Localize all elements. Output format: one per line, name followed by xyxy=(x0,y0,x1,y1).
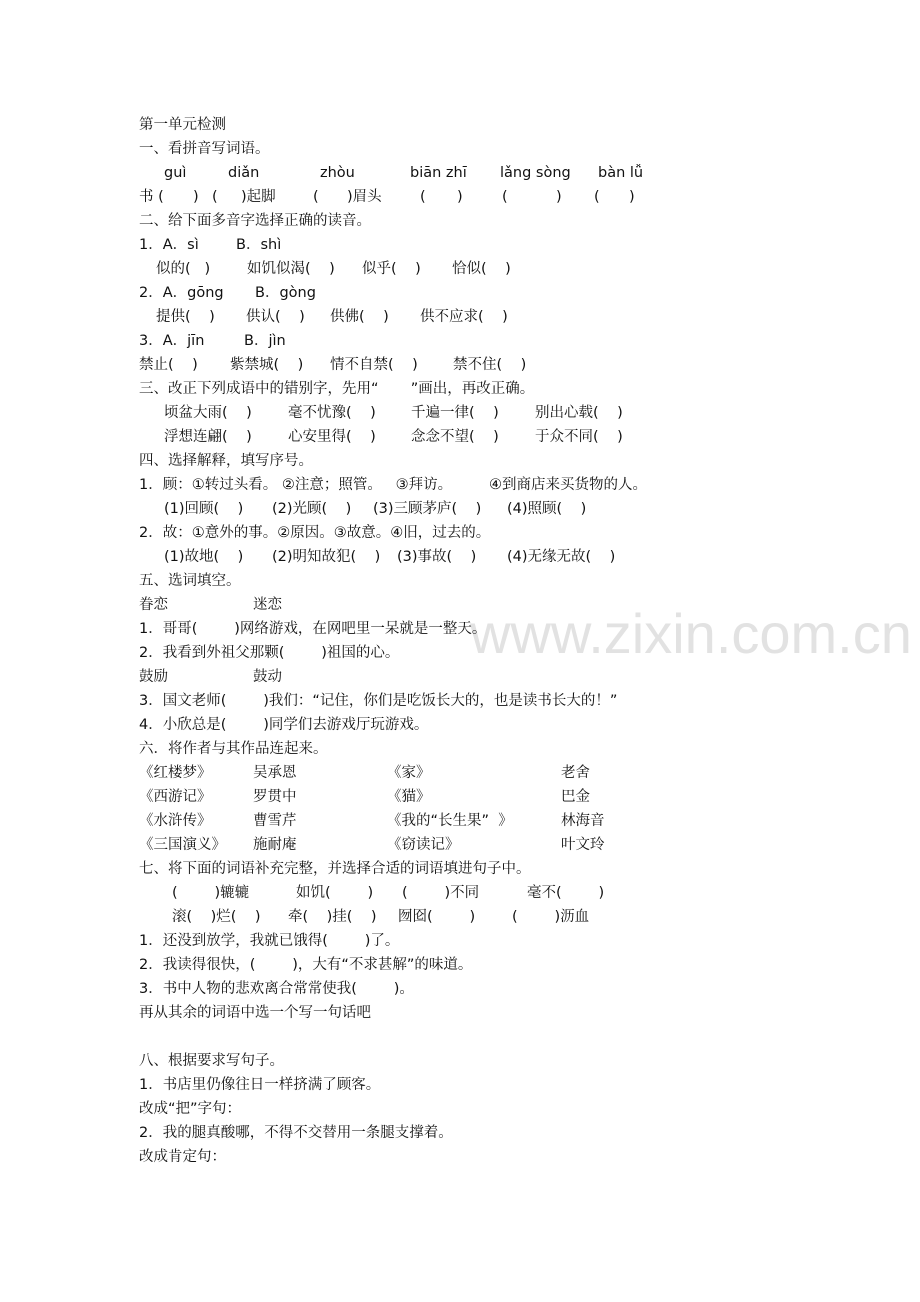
work-title: 《西游记》 xyxy=(139,789,212,805)
q2-3-item: 情不自禁( ) xyxy=(330,357,418,373)
idiom-item: 千遍一律( ) xyxy=(411,405,499,421)
author-name: 罗贯中 xyxy=(253,789,297,805)
q2-1-option-a: 1．A．sì xyxy=(139,237,199,253)
rewrite-instruction: 改成肯定句： xyxy=(139,1149,226,1165)
pinyin-4: biān zhī xyxy=(410,165,467,181)
idiom-item: 别出心载( ) xyxy=(535,405,623,421)
work-title: 《家》 xyxy=(387,765,431,781)
q2-1-item: 如饥似渴( ) xyxy=(247,261,335,277)
q2-2-item: 提供( ) xyxy=(156,309,215,325)
word-choice: 鼓励 xyxy=(139,669,168,685)
fill-sentence: 2．我读得很快，( )，大有“不求甚解”的味道。 xyxy=(139,957,473,973)
section-4-heading: 四、选择解释，填写序号。 xyxy=(139,453,313,469)
blank-row-part: ) xyxy=(193,189,199,205)
work-title: 《我的“长生果” 》 xyxy=(387,813,513,829)
q2-1-option-b: B．shì xyxy=(236,237,282,253)
q4-1-text: 1．顾：①转过头看。 ②注意；照管。 ③拜访。 ④到商店来买货物的人。 xyxy=(139,477,648,493)
author-name: 曹雪芹 xyxy=(253,813,297,829)
q2-2-item: 供认( ) xyxy=(246,309,305,325)
word-choice: 迷恋 xyxy=(253,597,282,613)
author-name: 叶文玲 xyxy=(561,837,605,853)
section-8-heading: 八、根据要求写句子。 xyxy=(139,1053,284,1069)
q2-2-item: 供不应求( ) xyxy=(420,309,508,325)
word-choice: 眷恋 xyxy=(139,597,168,613)
work-title: 《水浒传》 xyxy=(139,813,212,829)
blank-row-part: )眉头 xyxy=(347,189,382,205)
section-2-heading: 二、给下面多音字选择正确的读音。 xyxy=(139,213,371,229)
work-title: 《猫》 xyxy=(387,789,431,805)
q4-2-item: (1)故地( ) xyxy=(164,549,244,565)
sentence-item: 1．书店里仍像往日一样挤满了顾客。 xyxy=(139,1077,381,1093)
work-title: 《窃读记》 xyxy=(387,837,460,853)
pinyin-3: zhòu xyxy=(320,165,355,181)
q4-1-item: (3)三顾茅庐( ) xyxy=(373,501,482,517)
q4-1-item: (2)光顾( ) xyxy=(272,501,352,517)
idiom-item: 毫不忧豫( ) xyxy=(288,405,376,421)
section-7-heading: 七、将下面的词语补充完整，并选择合适的词语填进句子中。 xyxy=(139,861,531,877)
instruction-text: 再从其余的词语中选一个写一句话吧 xyxy=(139,1005,371,1021)
q4-1-item: (4)照顾( ) xyxy=(507,501,587,517)
blank-row-part: ( xyxy=(594,189,600,205)
idiom-item: 浮想连翩( ) xyxy=(164,429,252,445)
q2-3-item: 禁不住( ) xyxy=(453,357,527,373)
fill-sentence: 1．哥哥( )网络游戏，在网吧里一呆就是一整天。 xyxy=(139,621,487,637)
word-choice: 鼓动 xyxy=(253,669,282,685)
phrase-item: 如饥( ) xyxy=(296,885,374,901)
phrase-item: ( )不同 xyxy=(402,885,480,901)
phrase-item: ( )沥血 xyxy=(512,909,590,925)
author-name: 老舍 xyxy=(561,765,590,781)
author-name: 林海音 xyxy=(561,813,605,829)
q4-2-item: (3)事故( ) xyxy=(397,549,477,565)
blank-row-part: ( xyxy=(313,189,319,205)
q4-1-item: (1)回顾( ) xyxy=(164,501,244,517)
section-5-heading: 五、选词填空。 xyxy=(139,573,241,589)
q2-2-option-b: B．gòng xyxy=(255,285,316,301)
idiom-item: 顷盆大雨( ) xyxy=(164,405,252,421)
q2-3-item: 禁止( ) xyxy=(139,357,198,373)
phrase-item: 牵( )挂( ) xyxy=(288,909,377,925)
q4-2-text: 2．故：①意外的事。②原因。③故意。④旧，过去的。 xyxy=(139,525,491,541)
q4-2-item: (4)无缘无故( ) xyxy=(507,549,616,565)
blank-row-part: ( xyxy=(212,189,218,205)
idiom-item: 于众不同( ) xyxy=(535,429,623,445)
blank-row-part: )起脚 xyxy=(241,189,276,205)
phrase-item: 囫囵( ) xyxy=(398,909,476,925)
q2-3-option-b: B．jìn xyxy=(244,333,286,349)
blank-row-part: ) xyxy=(556,189,562,205)
fill-sentence: 2．我看到外祖父那颗( )祖国的心。 xyxy=(139,645,400,661)
fill-sentence: 4．小欣总是( )同学们去游戏厅玩游戏。 xyxy=(139,717,429,733)
q4-2-item: (2)明知故犯( ) xyxy=(272,549,381,565)
pinyin-1: guì xyxy=(164,165,187,181)
fill-sentence: 3．国文老师( )我们：“记住，你们是吃饭长大的，也是读书长大的！” xyxy=(139,693,618,709)
sentence-item: 2．我的腿真酸哪，不得不交替用一条腿支撑着。 xyxy=(139,1125,453,1141)
pinyin-2: diǎn xyxy=(228,165,260,181)
watermark: www.zixin.com.cn xyxy=(470,602,912,665)
work-title: 《三国演义》 xyxy=(139,837,226,853)
section-3-heading: 三、改正下列成语中的错别字，先用“ ”画出，再改正确。 xyxy=(139,381,535,397)
fill-sentence: 3．书中人物的悲欢离合常常使我( )。 xyxy=(139,981,414,997)
author-name: 巴金 xyxy=(561,789,590,805)
phrase-item: 毫不( ) xyxy=(527,885,605,901)
q2-2-option-a: 2．A．gōng xyxy=(139,285,224,301)
author-name: 吴承恩 xyxy=(253,765,297,781)
q2-2-item: 供佛( ) xyxy=(330,309,389,325)
q2-3-option-a: 3．A．jīn xyxy=(139,333,205,349)
idiom-item: 心安里得( ) xyxy=(288,429,376,445)
q2-1-item: 似乎( ) xyxy=(362,261,421,277)
fill-sentence: 1．还没到放学，我就已饿得( )了。 xyxy=(139,933,400,949)
idiom-item: 念念不望( ) xyxy=(411,429,499,445)
phrase-item: ( )辘辘 xyxy=(172,885,250,901)
section-6-heading: 六．将作者与其作品连起来。 xyxy=(139,741,328,757)
blank-row-part: 书 ( xyxy=(139,189,164,205)
q2-3-item: 紫禁城( ) xyxy=(230,357,304,373)
author-name: 施耐庵 xyxy=(253,837,297,853)
blank-row-part: ( xyxy=(502,189,508,205)
document-title: 第一单元检测 xyxy=(139,117,226,133)
q2-1-item: 似的( ) xyxy=(156,261,211,277)
blank-row-part: ) xyxy=(629,189,635,205)
phrase-item: 滚( )烂( ) xyxy=(172,909,261,925)
pinyin-5: lǎng sòng xyxy=(500,165,571,181)
q2-1-item: 恰似( ) xyxy=(452,261,511,277)
blank-row-part: ( xyxy=(420,189,426,205)
rewrite-instruction: 改成“把”字句： xyxy=(139,1101,242,1117)
blank-row-part: ) xyxy=(457,189,463,205)
section-1-heading: 一、看拼音写词语。 xyxy=(139,141,270,157)
pinyin-6: bàn lǚ xyxy=(598,165,644,181)
work-title: 《红楼梦》 xyxy=(139,765,212,781)
